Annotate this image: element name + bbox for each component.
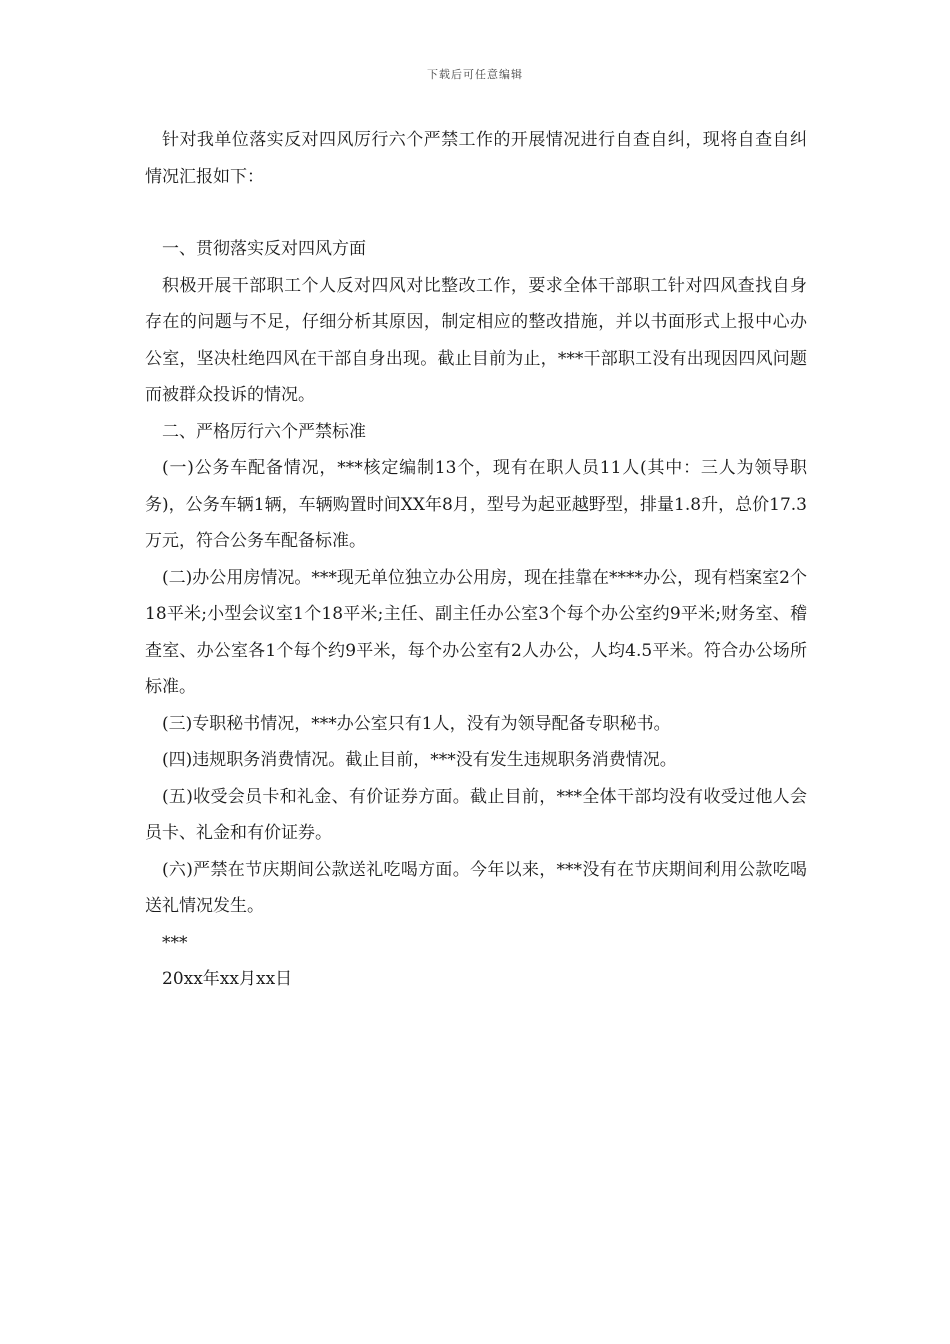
item-official-vehicles: (一)公务车配备情况，***核定编制13个，现有在职人员11人(其中：三人为领导职务)，公务车辆1辆，车辆购置时间XX年8月，型号为起亚越野型，排量1.8升，总价17.3万元，符合公务车配备标准。 [145,458,807,551]
section1-paragraph: 积极开展干部职工个人反对四风对比整改工作，要求全体干部职工针对四风查找自身存在的问题与不足，仔细分析其原因，制定相应的整改措施，并以书面形式上报中心办公室，坚决杜绝四风在干部自身出现。截止目前为止，***干部职工没有出现因四风问题而被群众投诉的情况。 [145,275,807,405]
item-office-space: (二)办公用房情况。***现无单位独立办公用房，现在挂靠在****办公，现有档案室2个18平米;小型会议室1个18平米;主任、副主任办公室3个每个办公室约9平米;财务室、稽查室、办公室各1个每个约9平米，每个办公室有2人办公，人均4.5平米。符合办公场所标准。 [145,567,807,697]
blank-line [145,195,807,231]
page-header-note: 下载后可任意编辑 [427,68,523,81]
intro-paragraph: 针对我单位落实反对四风厉行六个严禁工作的开展情况进行自查自纠，现将自查自纠情况汇报如下： [145,130,807,187]
item-secretary: (三)专职秘书情况，***办公室只有1人，没有为领导配备专职秘书。 [162,713,671,734]
document-date: 20xx年xx月xx日 [162,969,293,989]
signature: *** [162,932,188,953]
item-member-cards: (五)收受会员卡和礼金、有价证券方面。截止目前，***全体干部均没有收受过他人会员卡、礼金和有价证券。 [145,786,807,843]
item-consumption: (四)违规职务消费情况。截止目前，***没有发生违规职务消费情况。 [162,750,677,770]
document-body [145,122,807,998]
section1-heading: 一、贯彻落实反对四风方面 [162,239,366,259]
item-holiday-gifts: (六)严禁在节庆期间公款送礼吃喝方面。今年以来，***没有在节庆期间利用公款吃喝送礼情况发生。 [145,859,807,916]
section2-heading: 二、严格厉行六个严禁标准 [162,421,366,442]
